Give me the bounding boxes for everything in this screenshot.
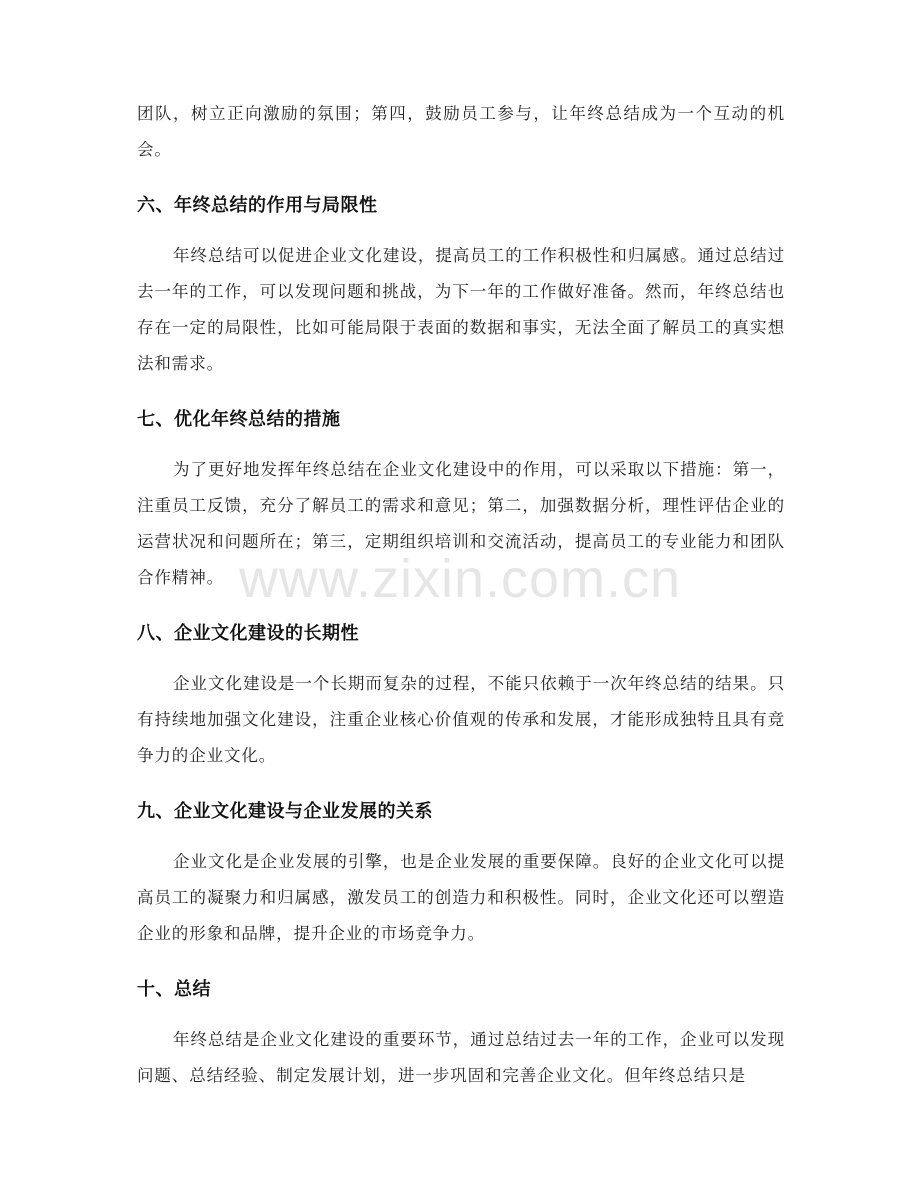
spacer	[137, 168, 785, 188]
spacer	[137, 774, 785, 794]
spacer	[137, 830, 785, 844]
spacer	[137, 382, 785, 402]
section-body-10: 年终总结是企业文化建设的重要环节，通过总结过去一年的工作，企业可以发现问题、总结经验、制定发展计划，进一步巩固和完善企业文化。但年终总结只是	[137, 1030, 785, 1085]
spacer	[137, 1008, 785, 1022]
section-body-8: 企业文化建设是一个长期而复杂的过程，不能只依赖于一次年终总结的结果。只有持续地加强文化建设，注重企业核心价值观的传承和发展，才能形成独特且具有竞争力的企业文化。	[137, 674, 785, 765]
section-heading-7: 七、优化年终总结的措施	[137, 409, 341, 430]
section-heading-8: 八、企业文化建设的长期性	[137, 623, 359, 644]
section-body-6: 年终总结可以促进企业文化建设，提高员工的工作积极性和归属感。通过总结过去一年的工作，可以发现问题和挑战，为下一年的工作做好准备。然而，年终总结也存在一定的局限性，比如可能局限于表面的数据和事实，无法全面了解员工的真实想法和需求。	[137, 246, 785, 373]
spacer	[137, 596, 785, 616]
spacer	[137, 224, 785, 238]
section-body-7: 为了更好地发挥年终总结在企业文化建设中的作用，可以采取以下措施：第一，注重员工反馈，充分了解员工的需求和意见；第二，加强数据分析，理性评估企业的运营状况和问题所在；第三，定期组织培训和交流活动，提高员工的专业能力和团队合作精神。	[137, 460, 785, 587]
watermark-text: www.zixin.com.cn	[238, 549, 682, 609]
section-heading-9: 九、企业文化建设与企业发展的关系	[137, 801, 433, 822]
section-heading-6: 六、年终总结的作用与局限性	[137, 195, 378, 216]
document-body	[137, 96, 785, 1094]
section-body-9: 企业文化是企业发展的引擎，也是企业发展的重要保障。良好的企业文化可以提高员工的凝聚力和归属感，激发员工的创造力和积极性。同时，企业文化还可以塑造企业的形象和品牌，提升企业的市场竞争力。	[137, 852, 785, 943]
spacer	[137, 438, 785, 452]
spacer	[137, 952, 785, 972]
intro-paragraph: 团队，树立正向激励的氛围；第四，鼓励员工参与，让年终总结成为一个互动的机会。	[137, 104, 785, 159]
spacer	[137, 652, 785, 666]
section-heading-10: 十、总结	[137, 979, 211, 1000]
